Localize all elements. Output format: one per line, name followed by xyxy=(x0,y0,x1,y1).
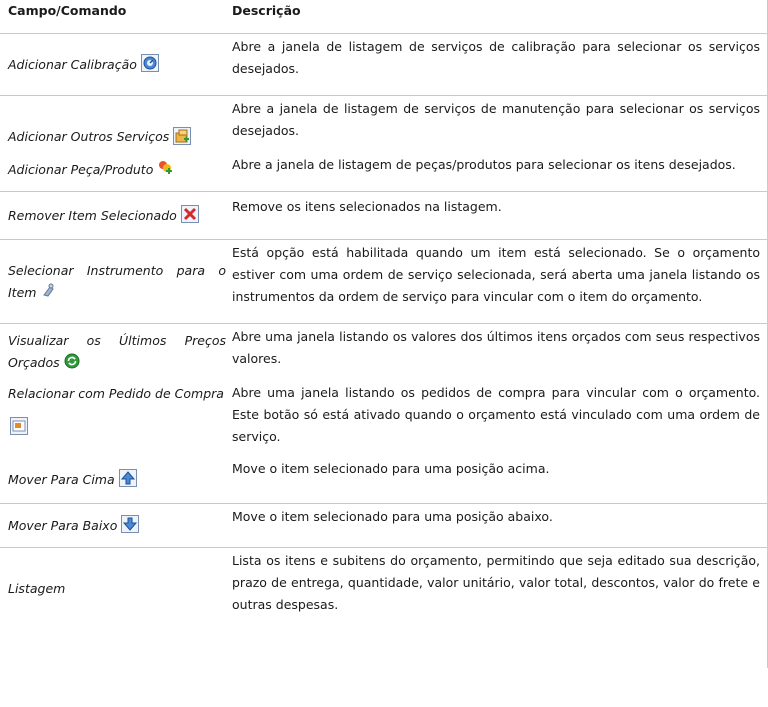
description-text: Move o item selecionado para uma posição abaixo. xyxy=(232,509,553,524)
description-text: Abre a janela de listagem de serviços de calibração para selecionar os serviços desejados. xyxy=(232,39,760,76)
table-row xyxy=(0,380,768,456)
arrow-up-icon xyxy=(119,469,137,487)
table-header xyxy=(0,0,768,34)
command-cell xyxy=(8,126,232,148)
table-row xyxy=(0,240,768,324)
services-icon xyxy=(173,127,191,145)
command-label: Adicionar Outros Serviços xyxy=(8,129,170,144)
remove-icon xyxy=(181,205,199,223)
calibration-icon xyxy=(141,54,159,72)
command-cell xyxy=(8,515,232,537)
header-campo-comando: Campo/Comando xyxy=(8,3,127,18)
description-text: Está opção está habilitada quando um item está selecionado. Se o orçamento estiver com uma ordem de serviço selecionada, será aberta uma janela listando os instrumentos da ordem de serviço para vincular com o item do orçamento. xyxy=(232,245,760,304)
description-text: Move o item selecionado para uma posição acima. xyxy=(232,461,550,476)
instrument-icon xyxy=(40,282,58,300)
command-label: Visualizar os Últimos Preços Orçados xyxy=(8,333,226,370)
command-label: Selecionar Instrumento para o Item xyxy=(8,262,226,300)
table-row xyxy=(0,96,768,148)
header-descricao: Descrição xyxy=(232,3,301,18)
command-label: Listagem xyxy=(8,581,66,596)
command-cell xyxy=(8,205,232,227)
description-text: Lista os itens e subitens do orçamento, permitindo que seja editado sua descrição, prazo de entrega, quantidade, valor unitário, valor total, descontos, valor do frete e outras despesas. xyxy=(232,553,760,612)
table-row xyxy=(0,548,768,630)
purchase-order-icon xyxy=(10,417,28,435)
command-label: Mover Para Cima xyxy=(8,471,115,487)
command-cell xyxy=(8,260,232,304)
description-text: Remove os itens selecionados na listagem. xyxy=(232,199,502,214)
command-label: Relacionar com Pedido de Compra xyxy=(8,386,224,401)
command-cell xyxy=(8,330,232,374)
table-row xyxy=(0,324,768,380)
description-text: Abre a janela de listagem de serviços de manutenção para selecionar os serviços desejados. xyxy=(232,101,760,138)
description-text: Abre a janela de listagem de peças/produtos para selecionar os itens desejados. xyxy=(232,157,736,172)
table-row xyxy=(0,504,768,548)
table-row xyxy=(0,192,768,240)
command-cell xyxy=(8,54,232,76)
command-cell xyxy=(8,159,232,181)
table-row xyxy=(0,34,768,96)
command-label: Remover Item Selecionado xyxy=(8,207,177,223)
command-label: Mover Para Baixo xyxy=(8,517,118,533)
table-row xyxy=(0,148,768,192)
description-text: Abre uma janela listando os pedidos de compra para vincular com o orçamento. Este botão só está ativado quando o orçamento está vinculado com uma ordem de serviço. xyxy=(232,385,760,444)
command-label: Adicionar Peça/Produto xyxy=(8,161,154,177)
command-cell xyxy=(8,469,232,491)
arrow-down-icon xyxy=(121,515,139,533)
command-label: Adicionar Calibração xyxy=(8,56,137,72)
add-product-icon xyxy=(157,159,175,177)
description-text: Abre uma janela listando os valores dos últimos itens orçados com seus respectivos valores. xyxy=(232,329,760,366)
table-row xyxy=(0,456,768,504)
refresh-prices-icon xyxy=(64,353,82,371)
